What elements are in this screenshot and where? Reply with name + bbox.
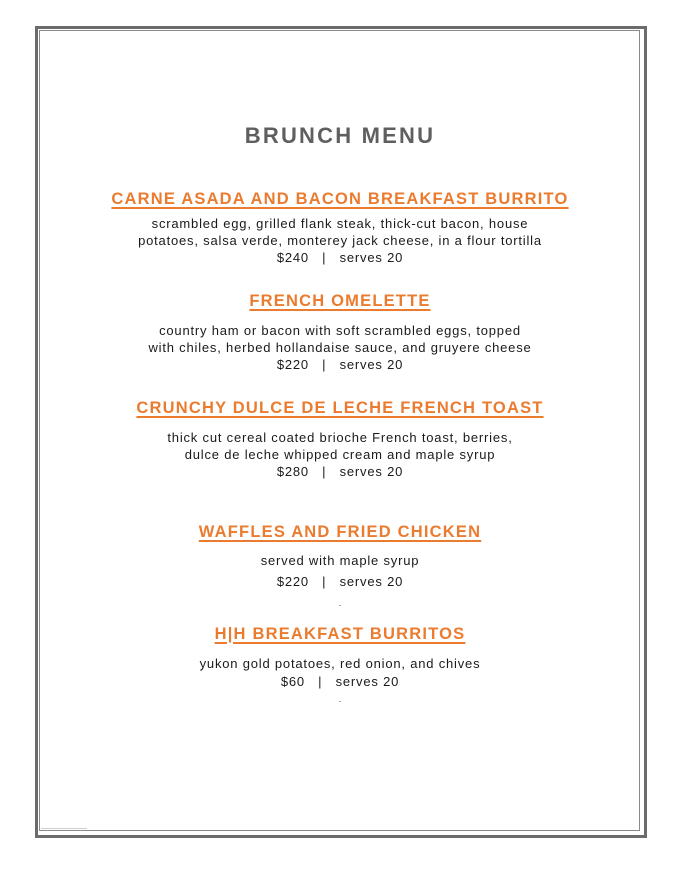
item-name: CARNE ASADA AND BACON BREAKFAST BURRITO [111,190,569,208]
item-description: served with maple syrup [260,553,420,568]
item-price: $220 | serves 20 [276,573,404,589]
item-description: dulce de leche whipped cream and maple syrup [184,446,496,462]
item-price: $60 | serves 20 [280,673,400,689]
menu-item-hh-breakfast-burritos [40,624,640,690]
menu-item-carne-asada-burrito [40,189,640,266]
item-description: potatoes, salsa verde, monterey jack cheese, in a flour tortilla [138,232,542,248]
item-description: yukon gold potatoes, red onion, and chives [199,656,481,671]
item-name: WAFFLES AND FRIED CHICKEN [198,523,482,541]
menu-item-french-toast [40,398,640,480]
item-description: thick cut cereal coated brioche French toast, berries, [167,430,513,445]
item-description: country ham or bacon with soft scrambled eggs, topped [159,323,521,338]
menu-item-waffles-fried-chicken [40,522,640,590]
item-price: $280 | serves 20 [276,464,404,479]
separator-dot: . [338,598,342,608]
item-name: CRUNCHY DULCE DE LECHE FRENCH TOAST [136,399,544,417]
menu-item-french-omelette [40,291,640,373]
item-name: FRENCH OMELETTE [249,292,431,310]
item-description: with chiles, herbed hollandaise sauce, and gruyere cheese [148,339,532,355]
item-price: $220 | serves 20 [276,357,404,372]
menu-page [40,31,640,829]
item-price: $240 | serves 20 [276,250,404,265]
item-description: scrambled egg, grilled flank steak, thick-cut bacon, house [151,216,529,231]
page-title: BRUNCH MENU [244,123,436,148]
item-name: H|H BREAKFAST BURRITOS [214,625,466,643]
separator-dot: . [338,694,342,704]
